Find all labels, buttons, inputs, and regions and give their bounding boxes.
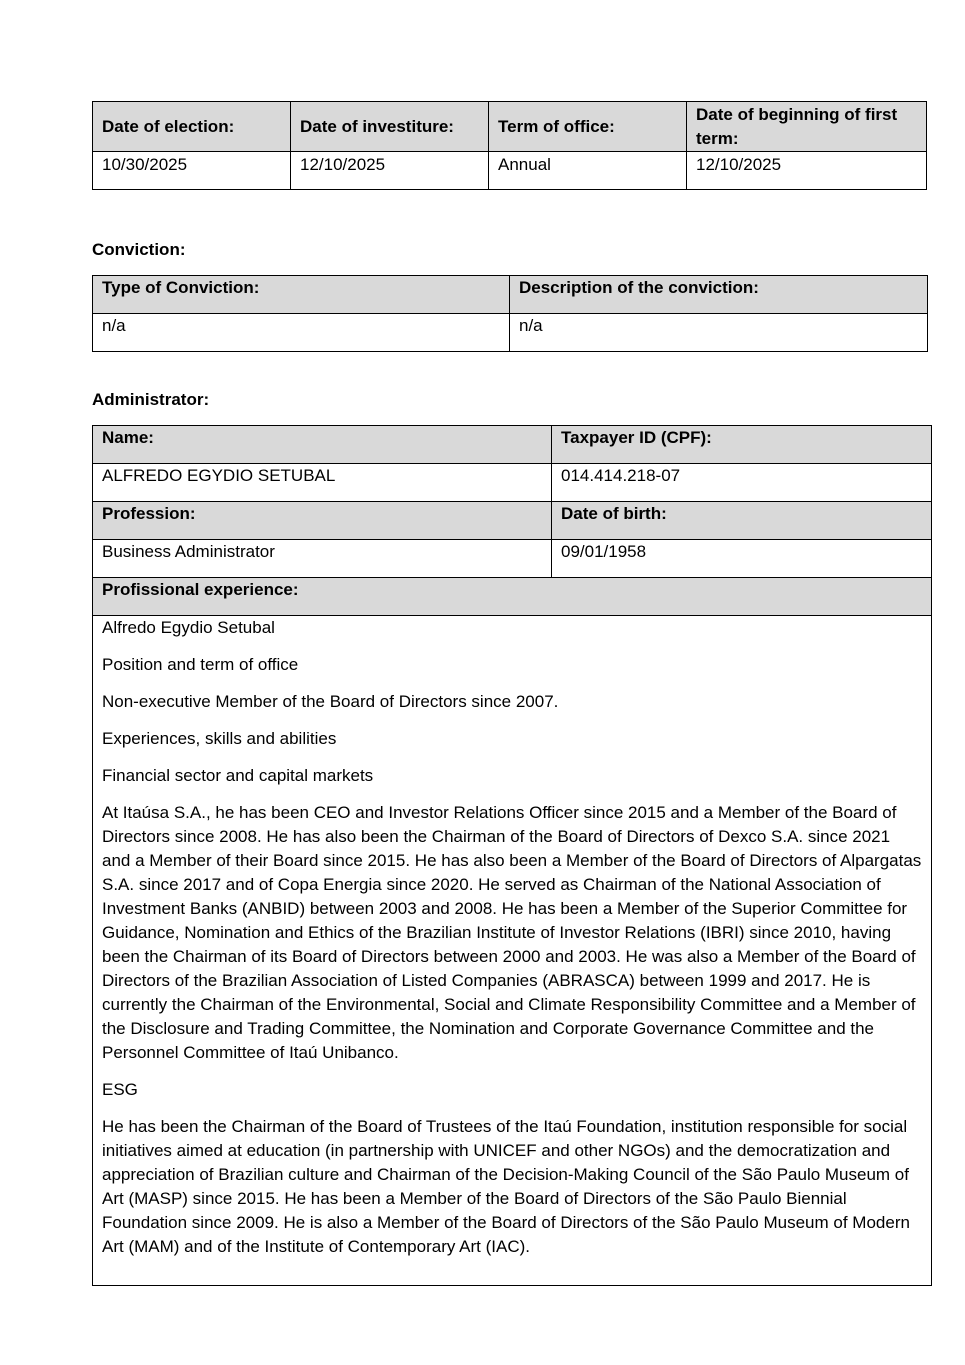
- date-of-birth-value: 09/01/1958: [552, 540, 932, 578]
- experience-position-text: Non-executive Member of the Board of Directors since 2007.: [102, 692, 559, 711]
- administrator-section-label: Administrator:: [92, 390, 210, 409]
- conviction-header-row: [93, 276, 928, 314]
- election-header-row: [93, 102, 927, 152]
- profession-value-row: [93, 540, 932, 578]
- name-value: ALFREDO EGYDIO SETUBAL: [93, 464, 552, 502]
- date-of-election-value: 10/30/2025: [93, 152, 291, 190]
- conviction-table: [92, 275, 928, 352]
- administrator-table: [92, 425, 932, 1286]
- date-of-beginning-value: 12/10/2025: [687, 152, 927, 190]
- term-of-office-value: Annual: [489, 152, 687, 190]
- election-value-row: [93, 152, 927, 190]
- profession-value: Business Administrator: [93, 540, 552, 578]
- experience-body-row: [93, 616, 932, 1286]
- professional-experience-header: Profissional experience:: [93, 578, 932, 616]
- conviction-value-row: [93, 314, 928, 352]
- date-of-investiture-header: Date of investiture:: [291, 102, 489, 152]
- experience-skills-heading: Experiences, skills and abilities: [102, 729, 337, 748]
- name-value-row: [93, 464, 932, 502]
- election-table: [92, 101, 927, 190]
- conviction-section-label: Conviction:: [92, 240, 186, 259]
- type-of-conviction-header: Type of Conviction:: [93, 276, 510, 314]
- experience-header-row: [93, 578, 932, 616]
- date-of-investiture-value: 12/10/2025: [291, 152, 489, 190]
- cpf-value: 014.414.218-07: [552, 464, 932, 502]
- professional-experience-body: [93, 616, 932, 1286]
- description-of-conviction-header: Description of the conviction:: [510, 276, 928, 314]
- experience-esg-heading: ESG: [102, 1080, 138, 1099]
- type-of-conviction-value: n/a: [93, 314, 510, 352]
- experience-career-paragraph: At Itaúsa S.A., he has been CEO and Investor Relations Officer since 2015 and a Member of the Board of Directors since 2008. He has also been the Chairman of the Board of Directors of Dexco S.A. since 2021 and a Member of their Board since 2015. He has also been a Member of the Board of Directors of Alpargatas S.A. since 2017 and of Copa Energia since 2020. He served as Chairman of the National Association of Investment Banks (ANBID) between 2003 and 2008. He has been a Member of the Superior Committee for Guidance, Nomination and Ethics of the Brazilian Institute of Investor Relations (IBRI) since 2010, having been the Chairman of its Board of Directors between 2000 and 2003. He was also a Member of the Board of Directors of the Brazilian Association of Listed Companies (ABRASCA) between 1999 and 2017. He is currently the Chairman of the Environmental, Social and Climate Responsibility Committee and a Member of the Disclosure and Trading Committee, the Nomination and Corporate Governance Committee and the Personnel Committee of Itaú Unibanco.: [102, 803, 922, 1062]
- description-of-conviction-value: n/a: [510, 314, 928, 352]
- name-header-row: [93, 426, 932, 464]
- date-of-birth-header: Date of birth:: [552, 502, 932, 540]
- profession-header-row: [93, 502, 932, 540]
- name-header: Name:: [93, 426, 552, 464]
- cpf-header: Taxpayer ID (CPF):: [552, 426, 932, 464]
- experience-admin-name: Alfredo Egydio Setubal: [102, 618, 275, 637]
- date-of-election-header: Date of election:: [93, 102, 291, 152]
- experience-skills-area: Financial sector and capital markets: [102, 766, 374, 785]
- experience-position-heading: Position and term of office: [102, 655, 299, 674]
- experience-esg-paragraph: He has been the Chairman of the Board of Trustees of the Itaú Foundation, institution responsible for social initiatives aimed at education (in partnership with UNICEF and other NGOs) and the democratization and appreciation of Brazilian culture and Chairman of the Decision-Making Council of the São Paulo Museum of Art (MASP) since 2015. He has been a Member of the Board of Directors of the São Paulo Biennial Foundation since 2009. He is also a Member of the Board of Directors of the São Paulo Museum of Modern Art (MAM) and of the Institute of Contemporary Art (IAC).: [102, 1117, 910, 1256]
- profession-header: Profession:: [93, 502, 552, 540]
- term-of-office-header: Term of office:: [489, 102, 687, 152]
- date-of-beginning-header: Date of beginning of first term:: [687, 102, 927, 152]
